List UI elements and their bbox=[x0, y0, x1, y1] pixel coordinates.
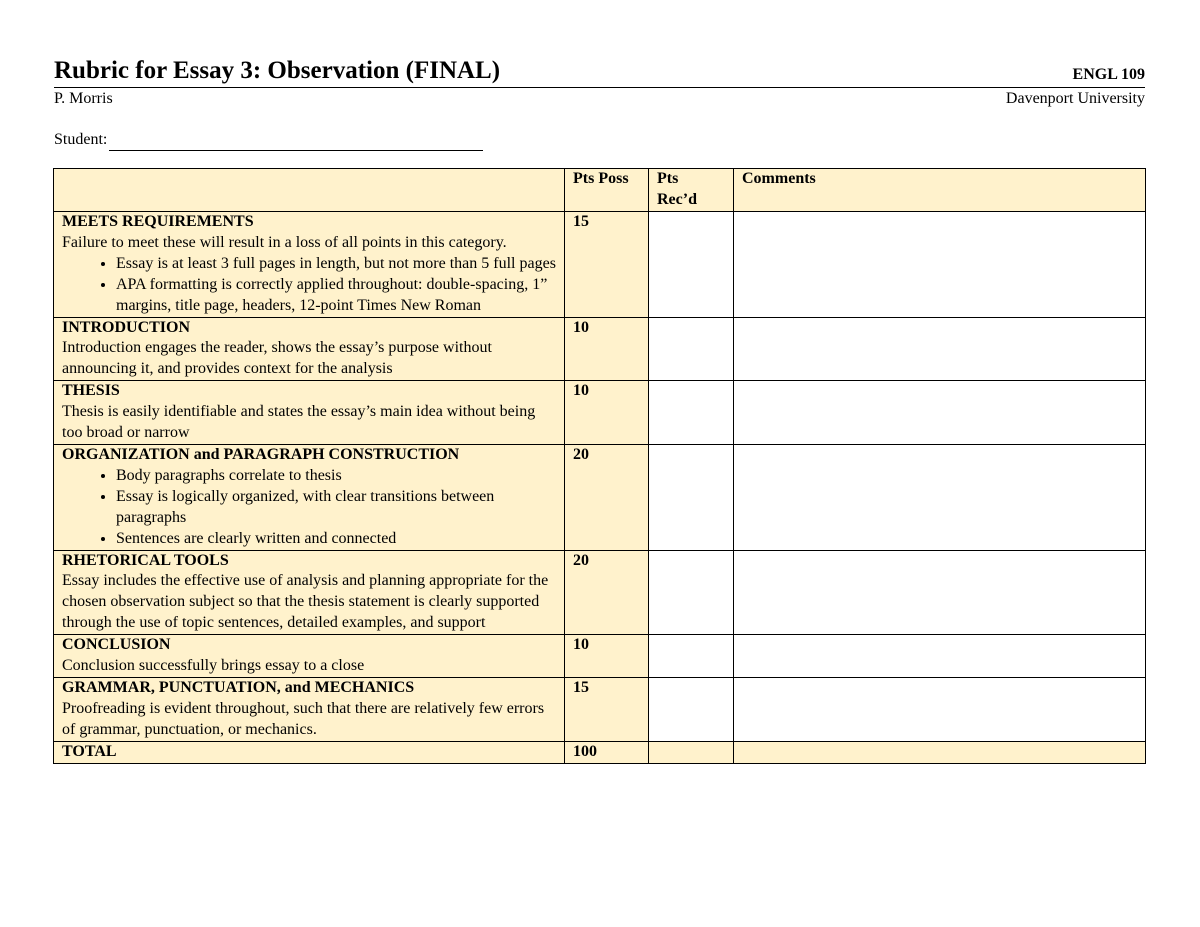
document-header bbox=[54, 56, 1145, 151]
student-row bbox=[54, 129, 1145, 151]
category-cell bbox=[54, 677, 565, 741]
header-comments: Comments bbox=[734, 169, 1146, 212]
pts-possible: 20 bbox=[565, 444, 649, 550]
category-description: Introduction engages the reader, shows the essay’s purpose without announcing it, and provides context for the analysis bbox=[62, 339, 492, 378]
criteria-item: • Sentences are clearly written and connected bbox=[116, 529, 558, 550]
criteria-list bbox=[62, 254, 558, 317]
pts-possible: 20 bbox=[565, 550, 649, 635]
category-title: ORGANIZATION and PARAGRAPH CONSTRUCTION bbox=[62, 445, 460, 463]
comments-cell[interactable] bbox=[734, 550, 1146, 635]
comments-cell[interactable] bbox=[734, 317, 1146, 381]
total-comments-cell[interactable] bbox=[734, 741, 1146, 763]
comments-cell[interactable] bbox=[734, 635, 1146, 678]
pts-received-cell[interactable] bbox=[649, 212, 734, 318]
pts-possible: 10 bbox=[565, 381, 649, 445]
pts-possible: 15 bbox=[565, 677, 649, 741]
category-title: MEETS REQUIREMENTS bbox=[62, 213, 254, 230]
table-header-row bbox=[54, 169, 1146, 212]
pts-possible: 15 bbox=[565, 212, 649, 318]
header-category-cell bbox=[54, 169, 565, 212]
category-cell bbox=[54, 317, 565, 381]
pts-received-cell[interactable] bbox=[649, 317, 734, 381]
category-cell bbox=[54, 444, 565, 550]
category-cell bbox=[54, 550, 565, 635]
rubric-table bbox=[53, 168, 1146, 764]
criteria-item: • Essay is logically organized, with clear transitions between paragraphs bbox=[116, 487, 558, 529]
category-description: Thesis is easily identifiable and states the essay’s main idea without being too broad or narrow bbox=[62, 403, 536, 442]
criteria-item: • APA formatting is correctly applied throughout: double-spacing, 1” margins, title page, headers, 12-point Times New Roman bbox=[116, 275, 558, 317]
title-row bbox=[54, 56, 1145, 88]
student-label: Student: bbox=[54, 131, 108, 148]
criteria-list bbox=[62, 466, 558, 550]
pts-received-cell[interactable] bbox=[649, 381, 734, 445]
pts-received-cell[interactable] bbox=[649, 444, 734, 550]
student-name-field[interactable] bbox=[109, 136, 483, 151]
header-pts-recd: Pts Rec’d bbox=[649, 169, 734, 212]
category-title: INTRODUCTION bbox=[62, 318, 191, 336]
pts-possible: 10 bbox=[565, 317, 649, 381]
category-cell bbox=[54, 381, 565, 445]
criteria-item: • Essay is at least 3 full pages in length, but not more than 5 full pages bbox=[116, 254, 558, 275]
instructor-name: P. Morris bbox=[54, 90, 113, 107]
table-row bbox=[54, 677, 1146, 741]
pts-possible: 10 bbox=[565, 635, 649, 678]
total-label: TOTAL bbox=[54, 741, 565, 763]
institution-name: Davenport University bbox=[1005, 90, 1145, 107]
pts-received-cell[interactable] bbox=[649, 677, 734, 741]
category-title: CONCLUSION bbox=[62, 636, 171, 654]
page-title: Rubric for Essay 3: Observation (FINAL) bbox=[54, 57, 501, 84]
category-cell bbox=[54, 635, 565, 678]
pts-received-cell[interactable] bbox=[649, 635, 734, 678]
total-row bbox=[54, 741, 1146, 763]
total-pts-possible: 100 bbox=[565, 741, 649, 763]
header-pts-poss: Pts Poss bbox=[565, 169, 649, 212]
pts-received-cell[interactable] bbox=[649, 550, 734, 635]
table-row bbox=[54, 317, 1146, 381]
table-row bbox=[54, 444, 1146, 550]
comments-cell[interactable] bbox=[734, 212, 1146, 318]
category-title: RHETORICAL TOOLS bbox=[62, 551, 229, 569]
category-description: Essay includes the effective use of analysis and planning appropriate for the chosen observation subject so that the thesis statement is clearly supported through the use of topic sentences, detailed examples, and support bbox=[62, 572, 549, 632]
category-description: Failure to meet these will result in a loss of all points in this category. bbox=[62, 233, 507, 251]
comments-cell[interactable] bbox=[734, 677, 1146, 741]
comments-cell[interactable] bbox=[734, 444, 1146, 550]
table-row bbox=[54, 550, 1146, 635]
table-row bbox=[54, 635, 1146, 678]
subheader-row bbox=[54, 88, 1145, 110]
course-code: ENGL 109 bbox=[1072, 66, 1145, 83]
total-pts-received-cell[interactable] bbox=[649, 741, 734, 763]
category-description: Proofreading is evident throughout, such that there are relatively few errors of grammar, punctuation, or mechanics. bbox=[62, 699, 545, 738]
table-row bbox=[54, 381, 1146, 445]
category-title: GRAMMAR, PUNCTUATION, and MECHANICS bbox=[62, 678, 415, 696]
comments-cell[interactable] bbox=[734, 381, 1146, 445]
category-cell bbox=[54, 212, 565, 318]
category-title: THESIS bbox=[62, 382, 120, 400]
criteria-item: • Body paragraphs correlate to thesis bbox=[116, 466, 558, 487]
table-row bbox=[54, 212, 1146, 318]
category-description: Conclusion successfully brings essay to a close bbox=[62, 657, 365, 675]
